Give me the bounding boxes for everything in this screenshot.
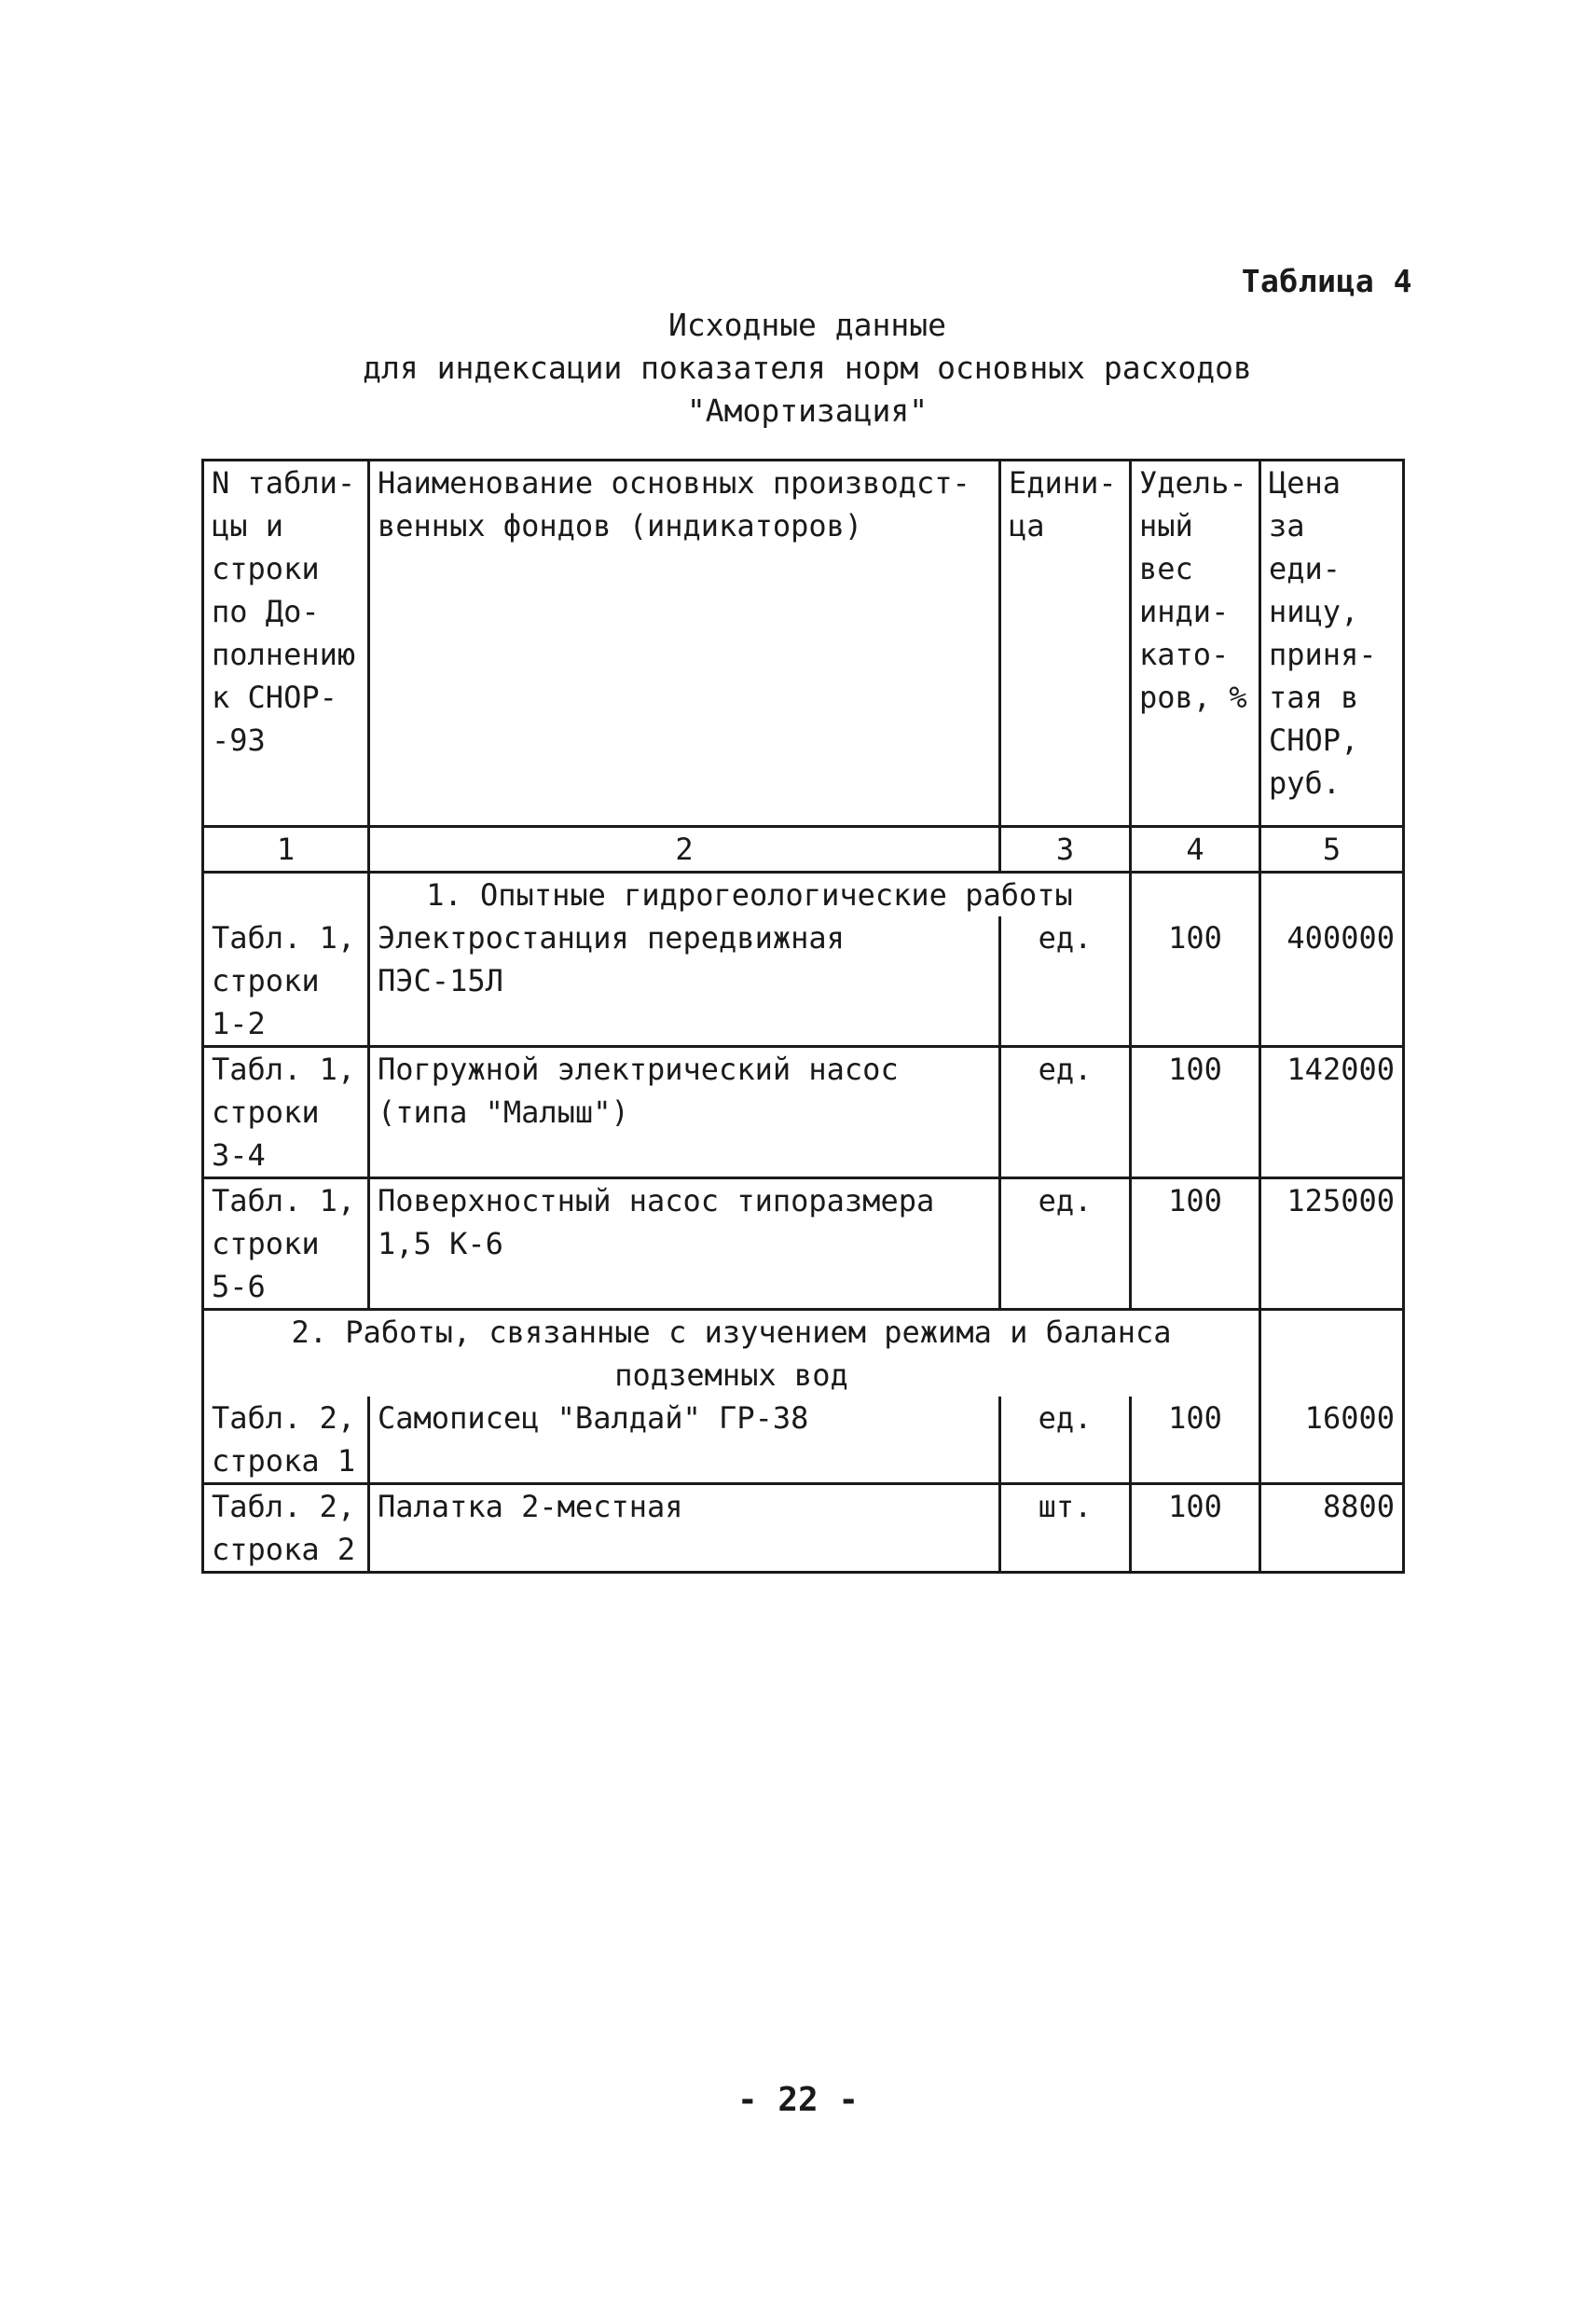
table-label: Таблица 4 [1241,263,1412,299]
header-weight: Удель- ный вес инди- като- ров, % [1131,461,1260,827]
column-number: 5 [1260,827,1404,873]
row-price: 142000 [1260,1047,1404,1178]
row-price: 125000 [1260,1178,1404,1310]
row-unit: ед. [1000,1397,1131,1484]
row-weight: 100 [1131,1484,1260,1573]
row-name: Погружной электрический насос (типа "Малыш") [369,1047,1000,1178]
header-ref: N табли- цы и строки по До- полнению к СНОР- -93 [203,461,369,827]
title-line-3: "Амортизация" [686,392,929,429]
header-unit: Едини- ца [1000,461,1131,827]
header-price: Цена за еди- ницу, приня- тая в СНОР, руб. [1260,461,1404,827]
column-numbers-row [203,827,1404,873]
row-price: 16000 [1260,1397,1404,1484]
row-name: Самописец "Валдай" ГР-38 [369,1397,1000,1484]
table-row [203,916,1404,1047]
row-price: 400000 [1260,916,1404,1047]
section-2-title-row [203,1310,1404,1397]
table-row [203,1047,1404,1178]
title-line-2: для индексации показателя норм основных расходов [363,350,1252,386]
row-ref: Табл. 1, строки 5-6 [203,1178,369,1310]
table-row [203,1397,1404,1484]
row-weight: 100 [1131,1397,1260,1484]
row-ref: Табл. 2, строка 2 [203,1484,369,1573]
table-row [203,1178,1404,1310]
section-1-title: 1. Опытные гидрогеологические работы [369,873,1131,917]
column-number: 4 [1131,827,1260,873]
page-number: - 22 - [736,2081,860,2119]
amortization-table [201,459,1405,1574]
row-name: Поверхностный насос типоразмера 1,5 К-6 [369,1178,1000,1310]
title-line-1: Исходные данные [667,307,946,343]
row-ref: Табл. 2, строка 1 [203,1397,369,1484]
column-number: 3 [1000,827,1131,873]
document-title [0,304,1596,433]
header-name: Наименование основных производст- венных фондов (индикаторов) [369,461,1000,827]
row-ref: Табл. 1, строки 1-2 [203,916,369,1047]
table-row [203,1484,1404,1573]
row-weight: 100 [1131,916,1260,1047]
row-ref: Табл. 1, строки 3-4 [203,1047,369,1178]
section-2-title: 2. Работы, связанные с изучением режима и баланса подземных вод [203,1310,1260,1397]
section-1-title-row [203,873,1404,917]
row-unit: шт. [1000,1484,1131,1573]
row-weight: 100 [1131,1047,1260,1178]
row-unit: ед. [1000,916,1131,1047]
table-header-row [203,461,1404,827]
row-name: Электростанция передвижная ПЭС-15Л [369,916,1000,1047]
row-unit: ед. [1000,1178,1131,1310]
row-weight: 100 [1131,1178,1260,1310]
row-name: Палатка 2-местная [369,1484,1000,1573]
row-price: 8800 [1260,1484,1404,1573]
row-unit: ед. [1000,1047,1131,1178]
column-number: 1 [203,827,369,873]
column-number: 2 [369,827,1000,873]
